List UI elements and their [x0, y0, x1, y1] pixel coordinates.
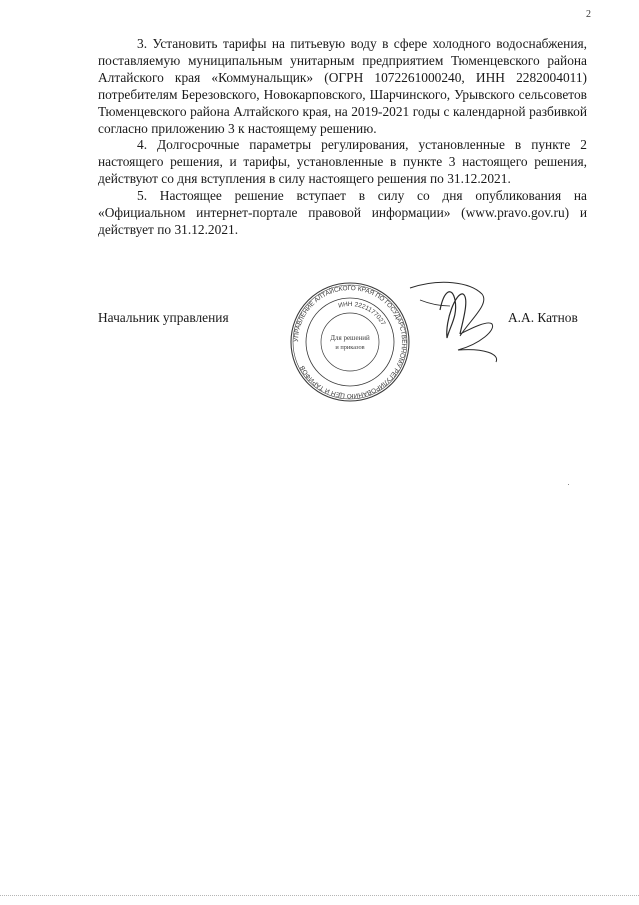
paragraph-item-5: 5. Настоящее решение вступает в силу со дня опубликования на «Официальном интернет-портале правовой информации» (www.pravo.gov.ru) и действует по 31.12.2021. — [98, 188, 587, 237]
handwritten-signature — [400, 280, 520, 370]
signatory-position: Начальник управления — [98, 310, 229, 325]
seal-center-line2: и приказов — [335, 344, 365, 351]
seal-outer-text: УПРАВЛЕНИЕ АЛТАЙСКОГО КРАЯ ПО ГОСУДАРСТВЕННОМУ РЕГУЛИРОВАНИЮ ЦЕН И ТАРИФОВ — [292, 284, 408, 400]
seal-inn-text: ИНН 2221177027 — [337, 300, 387, 327]
page-bottom-edge — [0, 895, 639, 897]
scan-speck — [568, 484, 569, 485]
signatory-name: А.А. Катнов — [508, 310, 578, 325]
official-seal — [290, 282, 410, 402]
document-body — [98, 36, 587, 239]
paragraph-item-4: 4. Долгосрочные параметры регулирования, установленные в пункте 2 настоящего решения, и тарифы, установленные в пункте 3 настоящего решения, действуют со дня вступления в силу настоящего решения по 31.12.2021. — [98, 137, 587, 187]
paragraph-item-3: 3. Установить тарифы на питьевую воду в сфере холодного водоснабжения, поставляемую муниципальным унитарным предприятием Тюменцевского района Алтайского края «Коммунальщик» (ОГРН 1072261000240, ИНН 2282004011) потребителям Березовского, Новокарповского, Шарчинского, Урывского сельсоветов Тюменцевского района Алтайского края, на 2019-2021 годы с календарной разбивкой согласно приложению 3 к настоящему решению. — [98, 36, 587, 136]
page-number: 2 — [586, 9, 591, 20]
seal-center-line1: Для решений — [330, 334, 370, 342]
